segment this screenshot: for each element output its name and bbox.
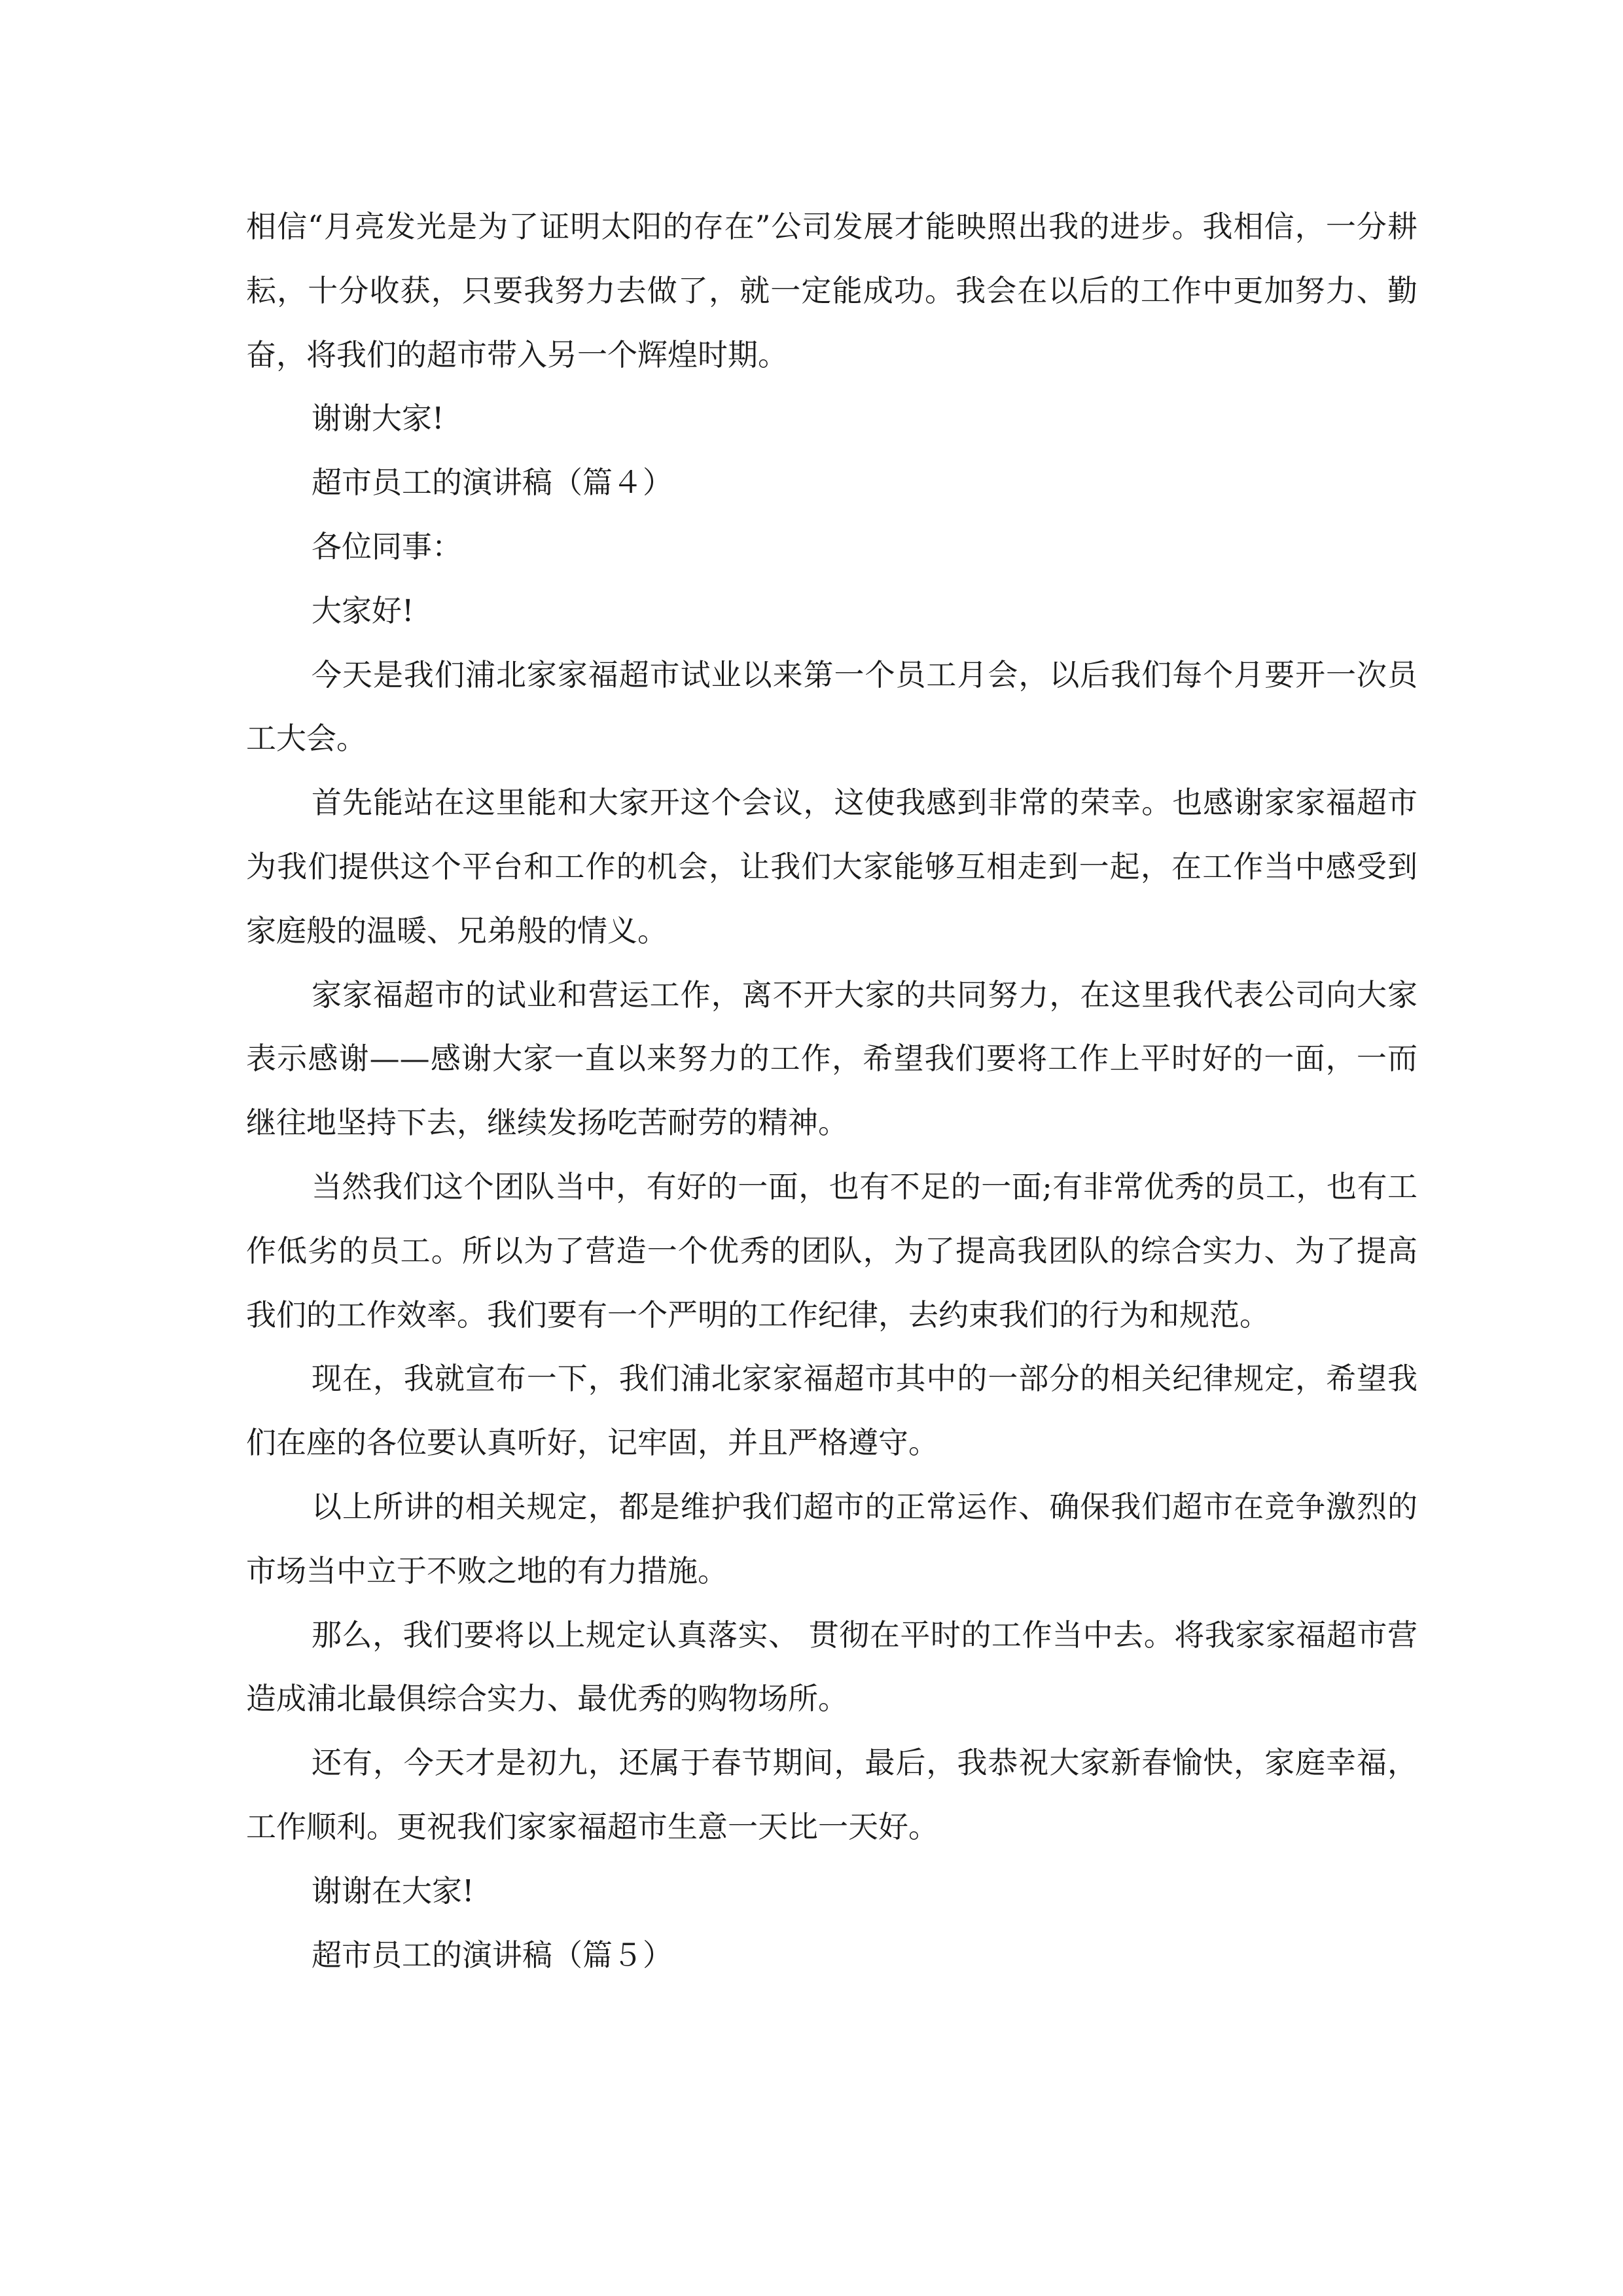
paragraph: 现在，我就宣布一下，我们浦北家家福超市其中的一部分的相关纪律规定，希望我们在座的各位要认真听好，记牢固，并且严格遵守。	[246, 1361, 1418, 1461]
paragraph: 那么，我们要将以上规定认真落实、 贯彻在平时的工作当中去。将我家家福超市营造成浦北最俱综合实力、最优秀的购物场所。	[246, 1617, 1418, 1717]
paragraph: 首先能站在这里能和大家开这个会议，这使我感到非常的荣幸。也感谢家家福超市为我们提供这个平台和工作的机会，让我们大家能够互相走到一起，在工作当中感受到家庭般的温暖、兄弟般的情义。	[246, 785, 1418, 948]
section-heading-5: 超市员工的演讲稿（篇５）	[312, 1937, 673, 1973]
paragraph: 以上所讲的相关规定，都是维护我们超市的正常运作、确保我们超市在竞争激烈的市场当中立于不败之地的有力措施。	[246, 1488, 1418, 1588]
paragraph: 今天是我们浦北家家福超市试业以来第一个员工月会，以后我们每个月要开一次员工大会。	[246, 656, 1418, 757]
paragraph: 还有，今天才是初九，还属于春节期间，最后，我恭祝大家新春愉快，家庭幸福，工作顺利。更祝我们家家福超市生意一天比一天好。	[246, 1745, 1418, 1844]
closing-thanks: 谢谢在大家!	[312, 1873, 474, 1909]
paragraph-continuation: 相信“月亮发光是为了证明太阳的存在”公司发展才能映照出我的进步。我相信，一分耕耘，十分收获，只要我努力去做了，就一定能成功。我会在以后的工作中更加努力、勤奋，将我们的超市带入另一个辉煌时期。	[246, 209, 1418, 372]
paragraph: 家家福超市的试业和营运工作，离不开大家的共同努力，在这里我代表公司向大家表示感谢——感谢大家一直以来努力的工作，希望我们要将工作上平时好的一面，一而继往地坚持下去，继续发扬吃苦耐劳的精神。	[246, 977, 1418, 1141]
salutation: 各位同事：	[312, 528, 462, 564]
document-body	[246, 195, 1418, 1987]
paragraph-thanks: 谢谢大家!	[312, 401, 444, 437]
greeting: 大家好!	[312, 592, 414, 628]
section-heading-4: 超市员工的演讲稿（篇４）	[312, 465, 673, 501]
paragraph: 当然我们这个团队当中，有好的一面，也有不足的一面;有非常优秀的员工，也有工作低劣的员工。所以为了营造一个优秀的团队，为了提高我团队的综合实力、为了提高我们的工作效率。我们要有一个严明的工作纪律，去约束我们的行为和规范。	[246, 1168, 1418, 1333]
